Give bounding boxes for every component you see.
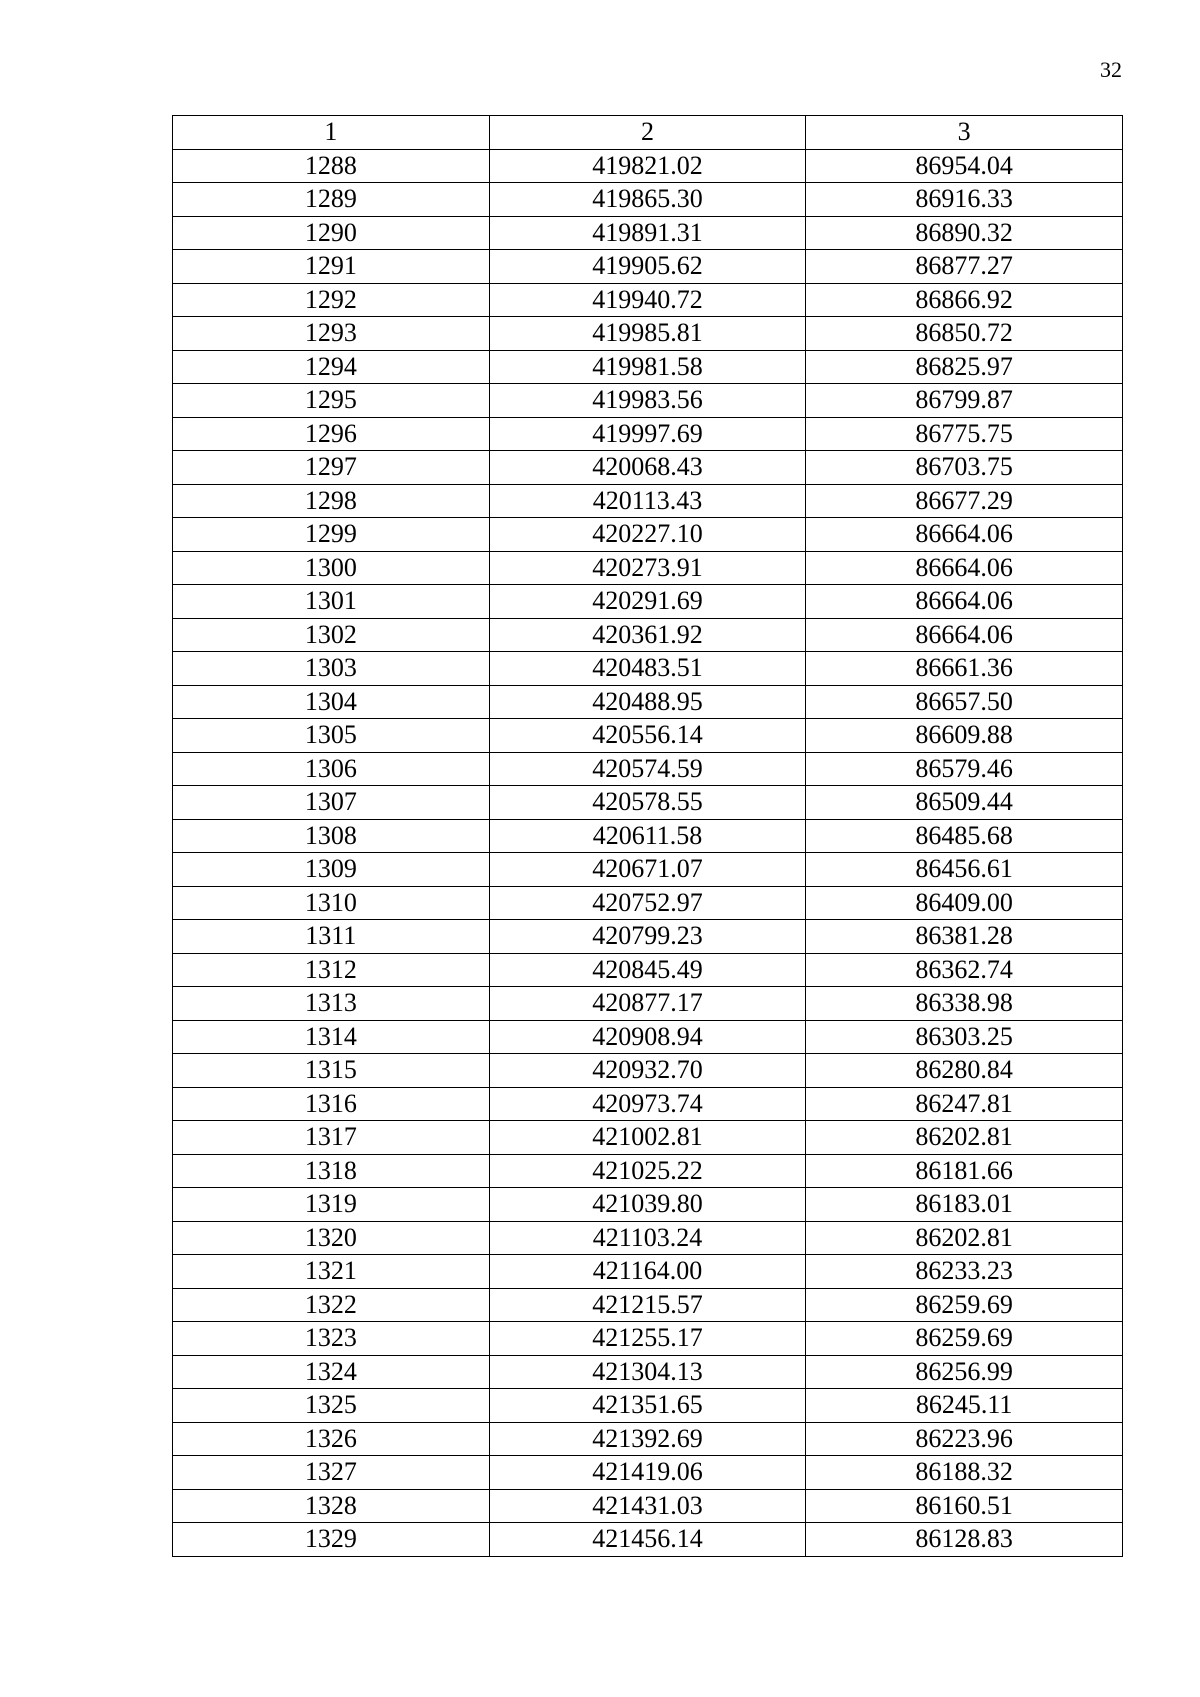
table-row: [173, 250, 1123, 284]
table-row: [173, 1255, 1123, 1289]
table-cell: 1299: [173, 518, 490, 552]
table-row: [173, 551, 1123, 585]
table-cell: 1315: [173, 1054, 490, 1088]
column-header: 2: [489, 116, 806, 150]
table-cell: 86657.50: [806, 685, 1123, 719]
table-cell: 420227.10: [489, 518, 806, 552]
table-row: [173, 417, 1123, 451]
table-cell: 86456.61: [806, 853, 1123, 887]
table-cell: 1324: [173, 1355, 490, 1389]
table-row: [173, 1355, 1123, 1389]
table-cell: 420488.95: [489, 685, 806, 719]
table-cell: 421456.14: [489, 1523, 806, 1557]
table-cell: 86509.44: [806, 786, 1123, 820]
table-cell: 86877.27: [806, 250, 1123, 284]
table-row: [173, 1422, 1123, 1456]
table-cell: 86409.00: [806, 886, 1123, 920]
table-cell: 1320: [173, 1221, 490, 1255]
table-cell: 86799.87: [806, 384, 1123, 418]
table-row: [173, 652, 1123, 686]
table-cell: 1304: [173, 685, 490, 719]
table-row: [173, 1087, 1123, 1121]
table-cell: 420483.51: [489, 652, 806, 686]
table-row: [173, 216, 1123, 250]
table-cell: 421419.06: [489, 1456, 806, 1490]
table-cell: 1308: [173, 819, 490, 853]
table-cell: 420291.69: [489, 585, 806, 619]
table-cell: 1317: [173, 1121, 490, 1155]
table-cell: 421002.81: [489, 1121, 806, 1155]
table-cell: 1288: [173, 149, 490, 183]
table-cell: 1313: [173, 987, 490, 1021]
table-cell: 420361.92: [489, 618, 806, 652]
table-row: [173, 1154, 1123, 1188]
table-cell: 86202.81: [806, 1221, 1123, 1255]
table-cell: 1300: [173, 551, 490, 585]
table-cell: 419891.31: [489, 216, 806, 250]
table-cell: 419985.81: [489, 317, 806, 351]
table-cell: 86677.29: [806, 484, 1123, 518]
table-row: [173, 585, 1123, 619]
table-cell: 419865.30: [489, 183, 806, 217]
table-row: [173, 618, 1123, 652]
table-header-row: [173, 116, 1123, 150]
table-row: [173, 1523, 1123, 1557]
table-cell: 1290: [173, 216, 490, 250]
table-cell: 86661.36: [806, 652, 1123, 686]
table-cell: 419821.02: [489, 149, 806, 183]
table-cell: 86775.75: [806, 417, 1123, 451]
table-row: [173, 1020, 1123, 1054]
table-cell: 420671.07: [489, 853, 806, 887]
table-cell: 420752.97: [489, 886, 806, 920]
table-cell: 86485.68: [806, 819, 1123, 853]
table-cell: 1319: [173, 1188, 490, 1222]
table-cell: 420556.14: [489, 719, 806, 753]
table-row: [173, 752, 1123, 786]
table-cell: 420273.91: [489, 551, 806, 585]
table-cell: 419905.62: [489, 250, 806, 284]
table-cell: 86850.72: [806, 317, 1123, 351]
table-cell: 86703.75: [806, 451, 1123, 485]
table-cell: 421103.24: [489, 1221, 806, 1255]
table-row: [173, 853, 1123, 887]
table-cell: 421392.69: [489, 1422, 806, 1456]
table-cell: 1306: [173, 752, 490, 786]
table-row: [173, 786, 1123, 820]
table-cell: 421351.65: [489, 1389, 806, 1423]
table-cell: 1295: [173, 384, 490, 418]
table-row: [173, 317, 1123, 351]
table-cell: 421304.13: [489, 1355, 806, 1389]
page-number: 32: [1100, 57, 1122, 82]
table-cell: 420578.55: [489, 786, 806, 820]
table-cell: 86825.97: [806, 350, 1123, 384]
table-cell: 420908.94: [489, 1020, 806, 1054]
table-row: [173, 384, 1123, 418]
table-cell: 86664.06: [806, 518, 1123, 552]
table-row: [173, 1389, 1123, 1423]
table-cell: 86128.83: [806, 1523, 1123, 1557]
table-cell: 420877.17: [489, 987, 806, 1021]
table-cell: 1316: [173, 1087, 490, 1121]
table-row: [173, 183, 1123, 217]
table-row: [173, 1322, 1123, 1356]
table-cell: 421025.22: [489, 1154, 806, 1188]
table-row: [173, 350, 1123, 384]
table-cell: 1296: [173, 417, 490, 451]
table-body: [173, 149, 1123, 1556]
table-cell: 420845.49: [489, 953, 806, 987]
table-cell: 86233.23: [806, 1255, 1123, 1289]
table-cell: 86664.06: [806, 618, 1123, 652]
table-cell: 86579.46: [806, 752, 1123, 786]
table-row: [173, 685, 1123, 719]
table-cell: 1321: [173, 1255, 490, 1289]
table-cell: 86866.92: [806, 283, 1123, 317]
table-cell: 86362.74: [806, 953, 1123, 987]
table-cell: 1318: [173, 1154, 490, 1188]
table-cell: 1289: [173, 183, 490, 217]
table-cell: 419940.72: [489, 283, 806, 317]
table-row: [173, 1456, 1123, 1490]
table-cell: 86183.01: [806, 1188, 1123, 1222]
table-cell: 1294: [173, 350, 490, 384]
table-cell: 1297: [173, 451, 490, 485]
table-row: [173, 819, 1123, 853]
table-cell: 1312: [173, 953, 490, 987]
table-cell: 421431.03: [489, 1489, 806, 1523]
table-cell: 420574.59: [489, 752, 806, 786]
table-cell: 86954.04: [806, 149, 1123, 183]
table-cell: 86338.98: [806, 987, 1123, 1021]
table-cell: 1327: [173, 1456, 490, 1490]
table-cell: 86223.96: [806, 1422, 1123, 1456]
table-cell: 1314: [173, 1020, 490, 1054]
table-row: [173, 518, 1123, 552]
table-cell: 1326: [173, 1422, 490, 1456]
table-cell: 86256.99: [806, 1355, 1123, 1389]
table-row: [173, 1489, 1123, 1523]
table-cell: 1302: [173, 618, 490, 652]
table-row: [173, 484, 1123, 518]
column-header: 3: [806, 116, 1123, 150]
table-cell: 86188.32: [806, 1456, 1123, 1490]
table-cell: 1310: [173, 886, 490, 920]
table-cell: 1309: [173, 853, 490, 887]
table-cell: 1328: [173, 1489, 490, 1523]
table-cell: 1323: [173, 1322, 490, 1356]
table-row: [173, 283, 1123, 317]
table-cell: 419981.58: [489, 350, 806, 384]
table-cell: 420799.23: [489, 920, 806, 954]
table-cell: 86247.81: [806, 1087, 1123, 1121]
table-cell: 1292: [173, 283, 490, 317]
table-cell: 86303.25: [806, 1020, 1123, 1054]
table-row: [173, 149, 1123, 183]
table-cell: 1307: [173, 786, 490, 820]
table-row: [173, 987, 1123, 1021]
column-header: 1: [173, 116, 490, 150]
table-cell: 86160.51: [806, 1489, 1123, 1523]
table-cell: 86181.66: [806, 1154, 1123, 1188]
table-cell: 86664.06: [806, 585, 1123, 619]
table-cell: 86664.06: [806, 551, 1123, 585]
table-cell: 1305: [173, 719, 490, 753]
table-cell: 86259.69: [806, 1322, 1123, 1356]
table-cell: 420932.70: [489, 1054, 806, 1088]
table-row: [173, 1121, 1123, 1155]
table-cell: 86280.84: [806, 1054, 1123, 1088]
table-cell: 1325: [173, 1389, 490, 1423]
table-cell: 1311: [173, 920, 490, 954]
table-cell: 1298: [173, 484, 490, 518]
table-row: [173, 1221, 1123, 1255]
table-cell: 1291: [173, 250, 490, 284]
table-row: [173, 886, 1123, 920]
table-cell: 420973.74: [489, 1087, 806, 1121]
table-cell: 419997.69: [489, 417, 806, 451]
table-cell: 421164.00: [489, 1255, 806, 1289]
table-cell: 86245.11: [806, 1389, 1123, 1423]
table-row: [173, 953, 1123, 987]
table-cell: 86381.28: [806, 920, 1123, 954]
table-cell: 1329: [173, 1523, 490, 1557]
table-cell: 421255.17: [489, 1322, 806, 1356]
table-cell: 1322: [173, 1288, 490, 1322]
coordinates-table: [172, 115, 1123, 1557]
table-cell: 419983.56: [489, 384, 806, 418]
table-cell: 420068.43: [489, 451, 806, 485]
table-cell: 420113.43: [489, 484, 806, 518]
table-row: [173, 451, 1123, 485]
table-cell: 1293: [173, 317, 490, 351]
table-cell: 86916.33: [806, 183, 1123, 217]
table-row: [173, 1188, 1123, 1222]
table-cell: 420611.58: [489, 819, 806, 853]
table-cell: 86890.32: [806, 216, 1123, 250]
table-cell: 86259.69: [806, 1288, 1123, 1322]
table-row: [173, 1054, 1123, 1088]
table-cell: 1303: [173, 652, 490, 686]
table-cell: 1301: [173, 585, 490, 619]
table-row: [173, 719, 1123, 753]
table-row: [173, 920, 1123, 954]
table-row: [173, 1288, 1123, 1322]
table-cell: 421215.57: [489, 1288, 806, 1322]
table-cell: 86609.88: [806, 719, 1123, 753]
table-cell: 421039.80: [489, 1188, 806, 1222]
table-cell: 86202.81: [806, 1121, 1123, 1155]
